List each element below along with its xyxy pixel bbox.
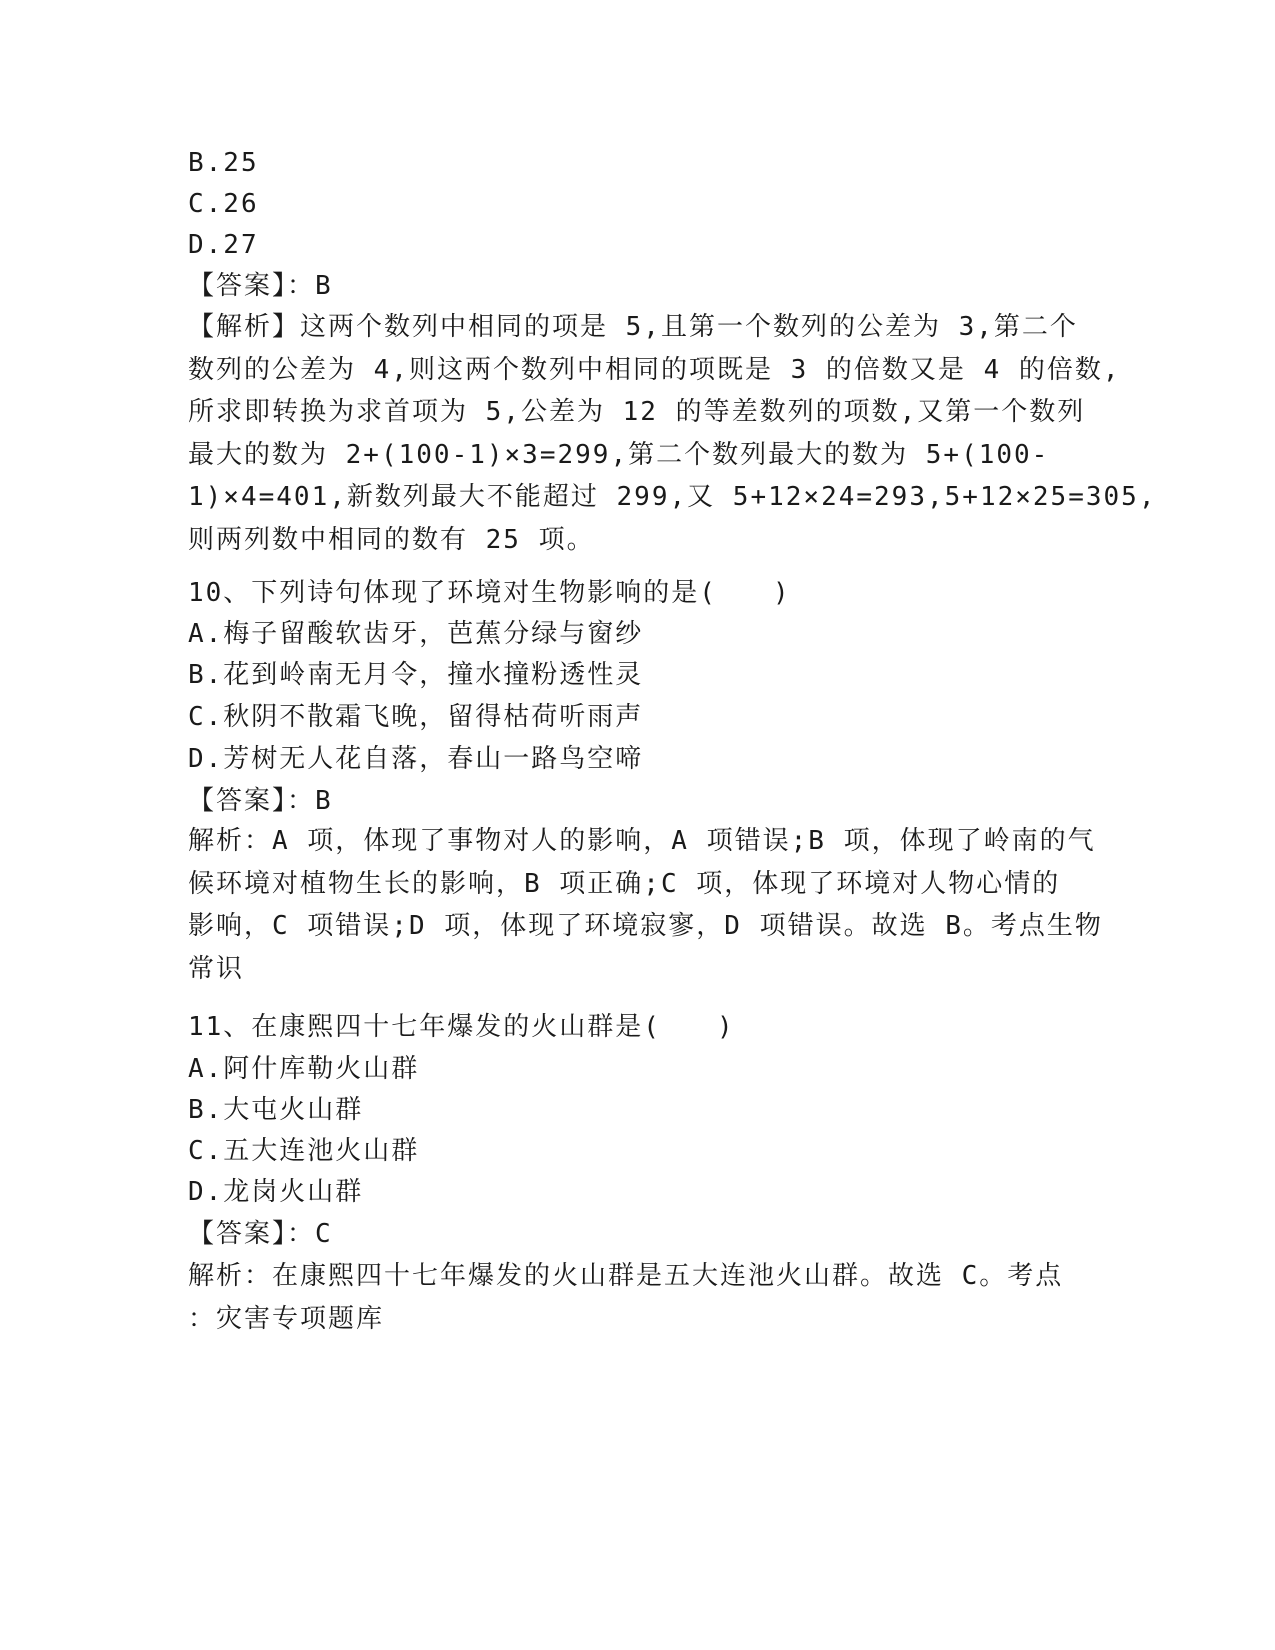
analysis-line: 数列的公差为 4,则这两个数列中相同的项既是 3 的倍数又是 4 的倍数, (188, 354, 1121, 385)
q10-question: 10、下列诗句体现了环境对生物影响的是( ) (188, 578, 791, 608)
q9-answer: 【答案】：B (188, 271, 333, 301)
q11-analysis (188, 1255, 1088, 1340)
q10-analysis (188, 820, 1103, 990)
q10-option-c: C.秋阴不散霜飞晚，留得枯荷听雨声 (188, 702, 644, 732)
q11-option-d: D.龙岗火山群 (188, 1177, 364, 1207)
analysis-line: 最大的数为 2+(100-1)×3=299,第二个数列最大的数为 5+(100- (188, 439, 1050, 470)
analysis-line: 【解析】这两个数列中相同的项是 5,且第一个数列的公差为 3,第二个 (188, 312, 1078, 342)
q11-question: 11、在康熙四十七年爆发的火山群是( ) (188, 1012, 735, 1042)
analysis-line: 则两列数中相同的数有 25 项。 (188, 524, 595, 555)
analysis-line: 常识 (188, 953, 245, 984)
q9-option-d: D.27 (188, 230, 259, 260)
q10-option-b: B.花到岭南无月令，撞水撞粉透性灵 (188, 660, 644, 690)
analysis-line: 影响，C 项错误;D 项，体现了环境寂寥，D 项错误。故选 B。考点生物 (188, 911, 1103, 941)
analysis-line: 候环境对植物生长的影响，B 项正确;C 项，体现了环境对人物心情的 (188, 868, 1061, 899)
q9-option-c: C.26 (188, 189, 259, 219)
q9-option-b: B.25 (188, 148, 259, 178)
q9-analysis (188, 306, 1157, 561)
analysis-line: 解析：在康熙四十七年爆发的火山群是五大连池火山群。故选 C。考点 (188, 1261, 1064, 1291)
q10-answer: 【答案】：B (188, 786, 333, 816)
q10-option-d: D.芳树无人花自落，春山一路鸟空啼 (188, 744, 644, 774)
analysis-line: 解析：A 项，体现了事物对人的影响，A 项错误;B 项，体现了岭南的气 (188, 826, 1096, 856)
q10-option-a: A.梅子留酸软齿牙，芭蕉分绿与窗纱 (188, 619, 644, 649)
q11-option-c: C.五大连池火山群 (188, 1136, 420, 1166)
q11-option-a: A.阿什库勒火山群 (188, 1054, 420, 1084)
analysis-line: ：灾害专项题库 (188, 1303, 385, 1334)
q11-option-b: B.大屯火山群 (188, 1095, 364, 1125)
q11-answer: 【答案】：C (188, 1219, 333, 1249)
analysis-line: 1)×4=401,新数列最大不能超过 299,又 5+12×24=293,5+12×25=305, (188, 482, 1157, 512)
analysis-line: 所求即转换为求首项为 5,公差为 12 的等差数列的项数,又第一个数列 (188, 397, 1086, 427)
